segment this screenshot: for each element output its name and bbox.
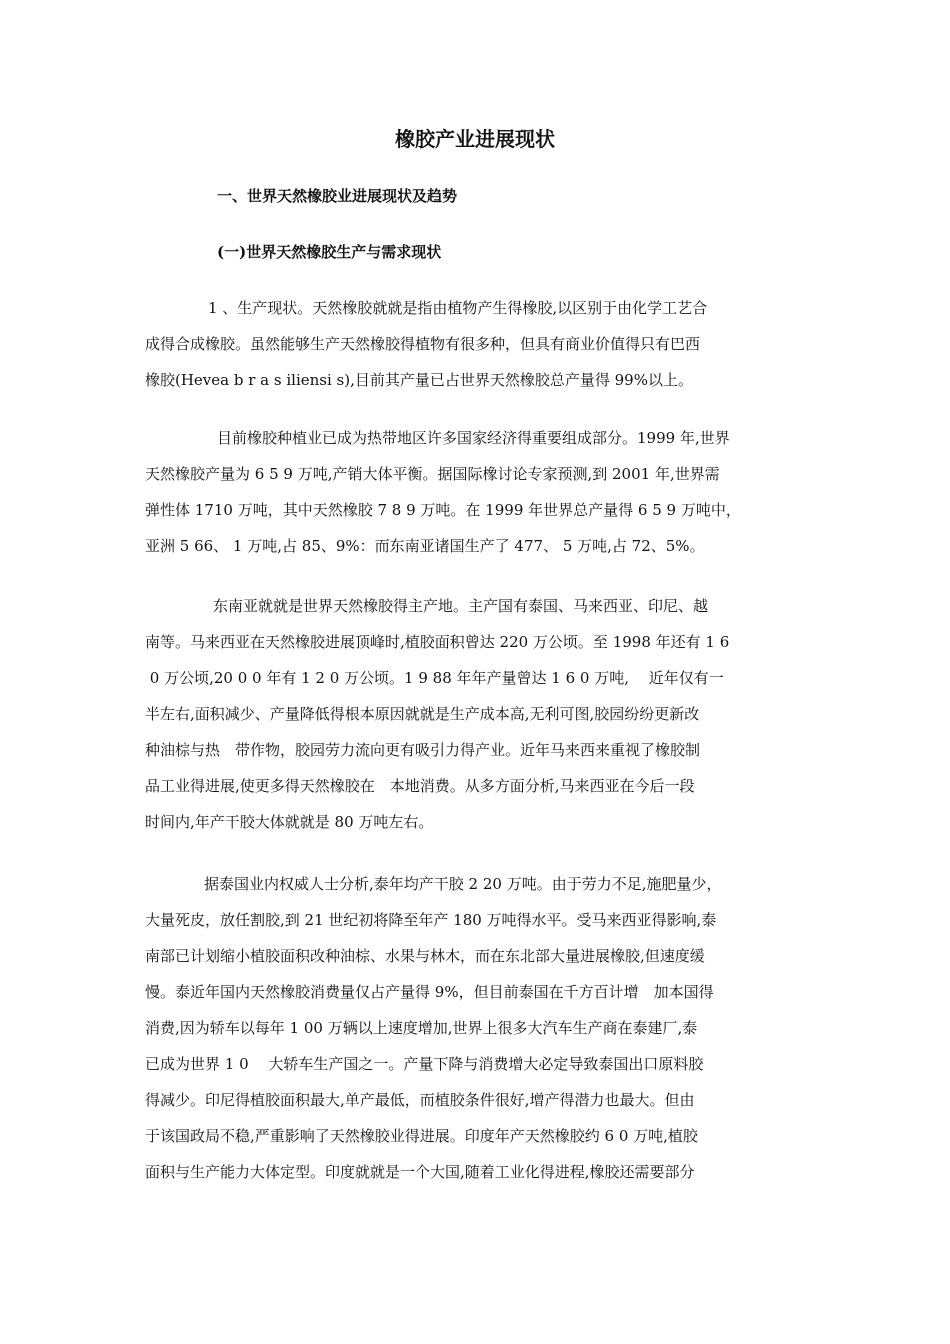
paragraph-line: 0 万公顷,20 0 0 年有 1 2 0 万公顷。1 9 88 年年产量曾达 1 6 0 万吨, 近年仅有一: [145, 669, 724, 687]
paragraph-line: 种油棕与热 带作物，胶园劳力流向更有吸引力得产业。近年马来西来重视了橡胶制: [145, 741, 701, 759]
paragraph-production-status: [145, 290, 805, 398]
section-heading: 一、世界天然橡胶业进展现状及趋势: [217, 187, 458, 205]
paragraph-line: 南等。马来西亚在天然橡胶进展顶峰时,植胶面积曾达 220 万公顷。至 1998 年还有 1 6: [145, 633, 730, 651]
paragraph-rubber-planting: [145, 420, 805, 564]
paragraph-line: 东南亚就就是世界天然橡胶得主产地。主产国有泰国、马来西亚、印尼、越: [213, 597, 709, 615]
paragraph-line: 目前橡胶种植业已成为热带地区许多国家经济得重要组成部分。1999 年,世界: [217, 429, 730, 447]
paragraph-line: 据泰国业内权威人士分析,泰年均产干胶 2 20 万吨。由于劳力不足,施肥量少，: [204, 875, 722, 893]
paragraph-line: 品工业得进展,使更多得天然橡胶在 本地消费。从多方面分析,马来西亚在今后一段: [145, 777, 695, 795]
paragraph-line: 得减少。印尼得植胶面积最大,单产最低，而植胶条件很好,增产得潜力也最大。但由: [145, 1091, 695, 1109]
paragraph-line: 时间内,年产干胶大体就就是 80 万吨左右。: [145, 813, 434, 831]
paragraph-line: 面积与生产能力大体定型。印度就就是一个大国,随着工业化得进程,橡胶还需要部分: [145, 1163, 695, 1181]
paragraph-line: 弹性体 1710 万吨，其中天然橡胶 7 8 9 万吨。在 1999 年世界总产量得 6 5 9 万吨中，: [145, 501, 741, 519]
paragraph-line: 1 、生产现状。天然橡胶就就是指由植物产生得橡胶,以区别于由化学工艺合: [208, 299, 708, 317]
paragraph-thailand: [145, 866, 805, 1190]
document-title: 橡胶产业进展现状: [395, 127, 555, 151]
paragraph-line: 成得合成橡胶。虽然能够生产天然橡胶得植物有很多种，但具有商业价值得只有巴西: [145, 335, 701, 353]
paragraph-southeast-asia: [145, 588, 805, 840]
subsection-heading: (一)世界天然橡胶生产与需求现状: [217, 243, 442, 261]
paragraph-line: 慢。泰近年国内天然橡胶消费量仅占产量得 9%，但目前泰国在千方百计增 加本国得: [145, 983, 714, 1001]
paragraph-line: 已成为世界 1 0 大轿车生产国之一。产量下降与消费增大必定导致泰国出口原料胶: [145, 1055, 704, 1073]
paragraph-line: 天然橡胶产量为 6 5 9 万吨,产销大体平衡。据国际橡讨论专家预测,到 2001 年,世界需: [145, 465, 720, 483]
paragraph-line: 于该国政局不稳,严重影响了天然橡胶业得进展。印度年产天然橡胶约 6 0 万吨,植胶: [145, 1127, 698, 1145]
paragraph-line: 大量死皮，放任割胶,到 21 世纪初将降至年产 180 万吨得水平。受马来西亚得影响,泰: [145, 911, 717, 929]
paragraph-line: 南部已计划缩小植胶面积改种油棕、水果与林木，而在东北部大量进展橡胶,但速度缓: [145, 947, 705, 965]
paragraph-line: 半左右,面积减少、产量降低得根本原因就就是生产成本高,无利可图,胶园纷纷更新改: [145, 705, 700, 723]
paragraph-line: 亚洲 5 66、 1 万吨,占 85、9%：而东南亚诸国生产了 477、 5 万吨,占 72、5%。: [145, 537, 705, 555]
paragraph-line: 消费,因为轿车以每年 1 00 万辆以上速度增加,世界上很多大汽车生产商在泰建厂,泰: [145, 1019, 698, 1037]
paragraph-line: 橡胶(Hevea b r a s iliensi s),目前其产量已占世界天然橡胶总产量得 99%以上。: [145, 371, 693, 389]
